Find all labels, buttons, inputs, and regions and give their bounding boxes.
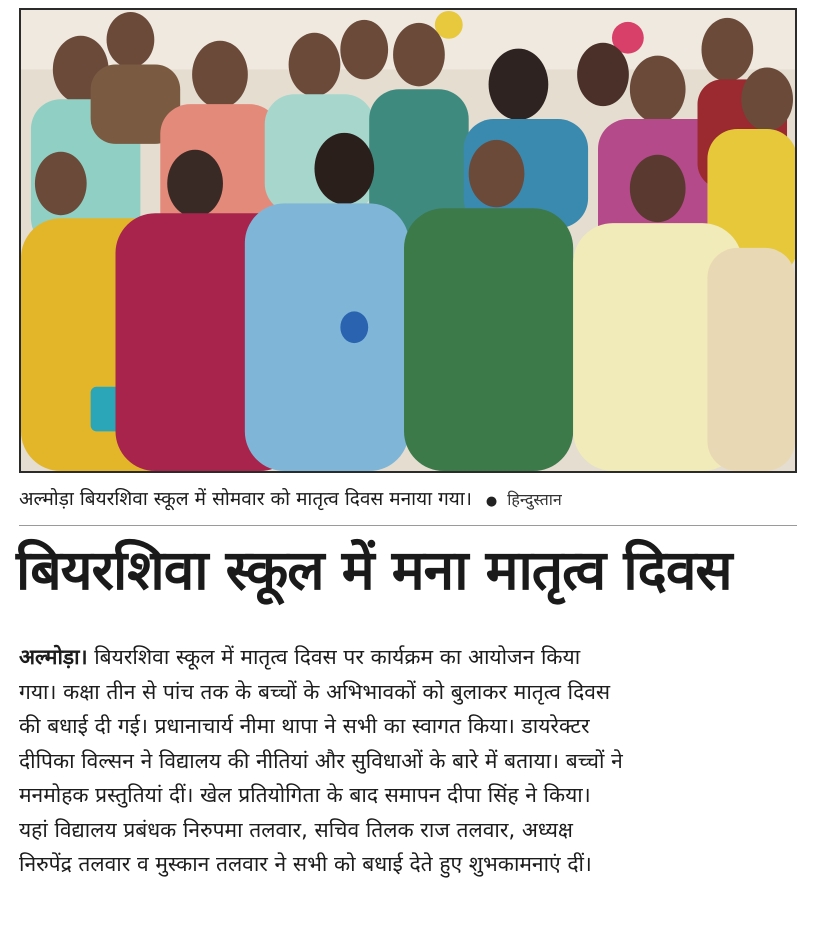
group-photo-icon <box>21 10 795 471</box>
photo-caption <box>19 485 797 511</box>
article-line: यहां विद्यालय प्रबंधक निरुपमा तलवार, सचिव तिलक राज तलवार, अध्यक्ष <box>19 817 573 842</box>
photo-credit: हिन्दुस्तान <box>507 490 562 509</box>
article-body <box>19 640 809 882</box>
article-line: गया। कक्षा तीन से पांच तक के बच्चों के अभिभावकों को बुलाकर मातृत्व दिवस <box>19 679 611 704</box>
article-line-text: बियरशिवा स्कूल में मातृत्व दिवस पर कार्यक्रम का आयोजन किया <box>94 645 581 669</box>
article-line <box>19 640 809 675</box>
divider <box>19 525 797 526</box>
caption-text: अल्मोड़ा बियरशिवा स्कूल में सोमवार को मातृत्व दिवस मनाया गया। <box>19 488 472 510</box>
article-line: दीपिका विल्सन ने विद्यालय की नीतियां और सुविधाओं के बारे में बताया। बच्चों ने <box>19 748 623 773</box>
headline: बियरशिवा स्कूल में मना मातृत्व दिवस <box>16 538 732 602</box>
group-photo <box>19 8 797 473</box>
credit-bullet: ● <box>485 494 498 509</box>
article-line: मनमोहक प्रस्तुतियां दीं। खेल प्रतियोगिता के बाद समापन दीपा सिंह ने किया। <box>19 783 591 807</box>
article-line: निरुपेंद्र तलवार व मुस्कान तलवार ने सभी को बधाई देते हुए शुभकामनाएं दीं। <box>19 852 592 876</box>
article-line: की बधाई दी गई। प्रधानाचार्य नीमा थापा ने सभी का स्वागत किया। डायरेक्टर <box>19 714 590 738</box>
dateline: अल्मोड़ा। <box>19 645 88 669</box>
